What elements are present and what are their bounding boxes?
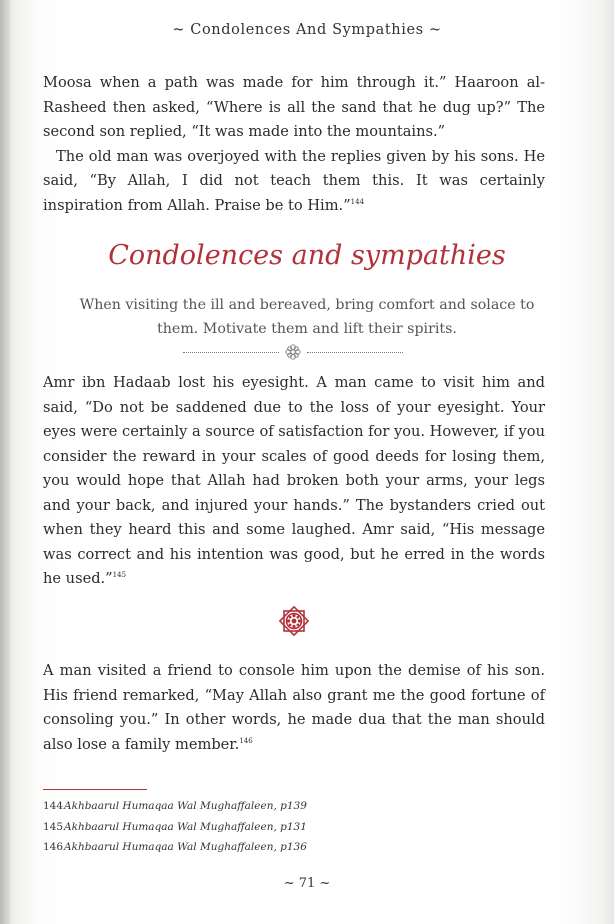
- footnote-item: [43, 837, 443, 858]
- running-head: ~ Condolences And Sympathies ~: [172, 22, 442, 38]
- footnote-text: Akhbaarul Humaqaa Wal Mughaffaleen, p139: [64, 800, 307, 812]
- story-2-text: A man visited a friend to console him upon the demise of his son. His friend remarked, “May Allah also grant me the good fortune of consoling you.” In other words, he made dua that the man should also lose a family member.: [43, 662, 545, 753]
- section-heading: Condolences and sympathies: [108, 240, 506, 271]
- footnote-number: 146: [43, 841, 64, 853]
- story-1-text: Amr ibn Hadaab lost his eyesight. A man came to visit him and said, “Do not be saddened due to the loss of your eyesight. Your eyes were certainly a source of satisfaction for you. However, if you consider the reward in your scales of good deeds for losing them, you would hope that Allah had broken both your arms, your legs and your back, and injured your hands.” The bystanders cried out when they heard this and some laughed. Amr said, “His message was correct and his intention was good, but he erred in the words he used.”: [43, 374, 545, 587]
- page-number: ~ 71 ~: [283, 876, 331, 891]
- story-1-paragraph: [43, 371, 545, 592]
- section-summary: When visiting the ill and bereaved, bring comfort and solace to them. Motivate them and lift their spirits.: [79, 297, 535, 337]
- footnote-number: 144: [43, 800, 64, 812]
- footnote-ref-145[interactable]: 145: [112, 571, 127, 579]
- footnote-number: 145: [43, 820, 64, 833]
- footnote-item: [43, 796, 443, 817]
- footnote-ref-144[interactable]: 144: [350, 197, 365, 206]
- intro-paragraph-2: [43, 145, 545, 219]
- small-flower-icon: [284, 343, 302, 361]
- footnote-ref-146[interactable]: 146: [239, 736, 253, 745]
- footnote-text: Akhbaarul Humaqaa Wal Mughaffaleen, p136: [64, 841, 307, 853]
- footnote-rule: [43, 789, 147, 790]
- divider-line-left: [183, 352, 279, 353]
- story-1: [43, 371, 545, 592]
- section-divider: [183, 343, 403, 361]
- story-2-paragraph: [43, 659, 545, 757]
- divider-line-right: [307, 352, 403, 353]
- rosette-icon: [276, 603, 312, 639]
- intro-paragraph-2-text: The old man was overjoyed with the replies given by his sons. He said, “By Allah, I did not teach them this. It was certainly inspiration from Allah. Praise be to Him.”: [43, 147, 545, 214]
- footnote-item: [43, 817, 443, 838]
- intro-paragraph-1: Moosa when a path was made for him through it.” Haaroon al-Rasheed then asked, “Where is all the sand that he dug up?” The second son replied, “It was made into the mountains.”: [43, 74, 545, 140]
- footnotes: [43, 796, 443, 858]
- story-2: [43, 659, 545, 757]
- intro-text: [43, 71, 545, 218]
- footnote-text: Akhbaarul Humaqaa Wal Mughaffaleen, p131: [64, 820, 307, 833]
- page-spine-shadow: [0, 0, 10, 924]
